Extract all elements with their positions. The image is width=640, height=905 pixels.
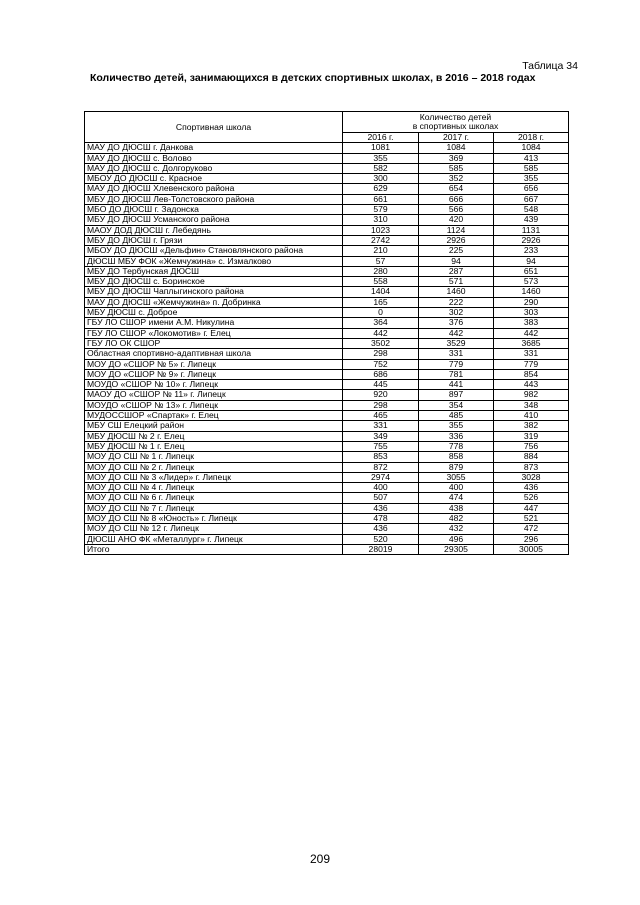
value-2018-cell: 94 xyxy=(494,256,569,266)
value-2017-cell: 3055 xyxy=(419,472,494,482)
table-row xyxy=(85,174,569,184)
value-2017-cell: 482 xyxy=(419,513,494,523)
value-2018-cell: 521 xyxy=(494,513,569,523)
table-row xyxy=(85,163,569,173)
table-row xyxy=(85,493,569,503)
table-row xyxy=(85,266,569,276)
value-2017-cell: 778 xyxy=(419,441,494,451)
school-name-cell: МБУ ДО ДЮСШ Усманского района xyxy=(85,215,343,225)
value-2018-cell: 439 xyxy=(494,215,569,225)
value-2018-cell: 436 xyxy=(494,483,569,493)
value-2016-cell: 582 xyxy=(343,163,419,173)
value-2017-cell: 222 xyxy=(419,297,494,307)
header-count xyxy=(343,112,569,133)
school-name-cell: МАУ ДО ДЮСШ Хлевенского района xyxy=(85,184,343,194)
table-row xyxy=(85,225,569,235)
value-2016-cell: 280 xyxy=(343,266,419,276)
value-2018-cell: 443 xyxy=(494,380,569,390)
header-year-2018: 2018 г. xyxy=(494,133,569,143)
school-name-cell: МБУ ДО ДЮСШ г. Грязи xyxy=(85,235,343,245)
value-2017-cell: 354 xyxy=(419,400,494,410)
value-2016-cell: 478 xyxy=(343,513,419,523)
school-name-cell: МБУ ДО ДЮСШ Чаплыгинского района xyxy=(85,287,343,297)
school-name-cell: МБУ СШ Елецкий район xyxy=(85,421,343,431)
value-2017-cell: 858 xyxy=(419,452,494,462)
value-2016-cell: 755 xyxy=(343,441,419,451)
value-2017-cell: 441 xyxy=(419,380,494,390)
value-2016-cell: 210 xyxy=(343,246,419,256)
school-name-cell: МБУ ДО Тербунская ДЮСШ xyxy=(85,266,343,276)
table-row xyxy=(85,411,569,421)
header-year-2017: 2017 г. xyxy=(419,133,494,143)
page-number: 209 xyxy=(309,852,331,866)
value-2016-cell: 920 xyxy=(343,390,419,400)
value-2018-cell: 854 xyxy=(494,369,569,379)
value-2016-cell: 520 xyxy=(343,534,419,544)
value-2016-cell: 1404 xyxy=(343,287,419,297)
value-2018-cell: 667 xyxy=(494,194,569,204)
value-2017-cell: 336 xyxy=(419,431,494,441)
value-2017-cell: 571 xyxy=(419,277,494,287)
value-2016-cell: 629 xyxy=(343,184,419,194)
value-2018-cell: 779 xyxy=(494,359,569,369)
value-2018-cell: 2926 xyxy=(494,235,569,245)
value-2018-cell: 3685 xyxy=(494,338,569,348)
table-row xyxy=(85,441,569,451)
value-2017-cell: 1084 xyxy=(419,143,494,153)
value-2016-cell: 507 xyxy=(343,493,419,503)
value-2017-cell: 438 xyxy=(419,503,494,513)
value-2017-cell: 474 xyxy=(419,493,494,503)
value-2016-cell: 661 xyxy=(343,194,419,204)
value-2017-cell: 287 xyxy=(419,266,494,276)
schools-table xyxy=(84,111,569,555)
value-2016-cell: 445 xyxy=(343,380,419,390)
school-name-cell: МБОУ ДО ДЮСШ «Дельфин» Становлянского района xyxy=(85,246,343,256)
table-row xyxy=(85,349,569,359)
table-row xyxy=(85,534,569,544)
value-2017-cell: 666 xyxy=(419,194,494,204)
value-2017-cell: 781 xyxy=(419,369,494,379)
value-2016-cell: 300 xyxy=(343,174,419,184)
value-2016-cell: 0 xyxy=(343,308,419,318)
value-2016-cell: 1023 xyxy=(343,225,419,235)
value-2018-cell: 442 xyxy=(494,328,569,338)
table-row xyxy=(85,513,569,523)
school-name-cell: МОУ ДО «СШОР № 5» г. Липецк xyxy=(85,359,343,369)
school-name-cell: МОУДО «СШОР № 10» г. Липецк xyxy=(85,380,343,390)
table-row xyxy=(85,235,569,245)
value-2018-cell: 355 xyxy=(494,174,569,184)
value-2016-cell: 686 xyxy=(343,369,419,379)
value-2016-cell: 310 xyxy=(343,215,419,225)
school-name-cell: МОУ ДО СШ № 12 г. Липецк xyxy=(85,524,343,534)
value-2017-cell: 352 xyxy=(419,174,494,184)
value-2018-cell: 348 xyxy=(494,400,569,410)
value-2017-cell: 400 xyxy=(419,483,494,493)
table-row xyxy=(85,400,569,410)
table-row xyxy=(85,308,569,318)
table-row xyxy=(85,483,569,493)
value-2018-cell: 585 xyxy=(494,163,569,173)
school-name-cell: МАУ ДО ДЮСШ с. Долгоруково xyxy=(85,163,343,173)
value-2017-cell: 566 xyxy=(419,205,494,215)
value-2018-cell: 573 xyxy=(494,277,569,287)
value-2018-cell: 548 xyxy=(494,205,569,215)
value-2018-cell: 526 xyxy=(494,493,569,503)
value-2016-cell: 28019 xyxy=(343,544,419,554)
header-count-line1: Количество детей xyxy=(419,111,492,122)
value-2017-cell: 496 xyxy=(419,534,494,544)
table-row xyxy=(85,256,569,266)
value-2018-cell: 331 xyxy=(494,349,569,359)
value-2016-cell: 579 xyxy=(343,205,419,215)
table-row xyxy=(85,205,569,215)
header-year-2016: 2016 г. xyxy=(343,133,419,143)
school-name-cell: МОУ ДО СШ № 2 г. Липецк xyxy=(85,462,343,472)
value-2018-cell: 651 xyxy=(494,266,569,276)
value-2018-cell: 472 xyxy=(494,524,569,534)
school-name-cell: МБУ ДЮСШ № 1 г. Елец xyxy=(85,441,343,451)
school-name-cell: МАОУ ДО «СШОР № 11» г. Липецк xyxy=(85,390,343,400)
school-name-cell: ГБУ ЛО ОК СШОР xyxy=(85,338,343,348)
value-2016-cell: 1081 xyxy=(343,143,419,153)
value-2018-cell: 413 xyxy=(494,153,569,163)
table-row xyxy=(85,184,569,194)
school-name-cell: МУДОССШОР «Спартак» г. Елец xyxy=(85,411,343,421)
school-name-cell: МАУ ДО ДЮСШ с. Волово xyxy=(85,153,343,163)
value-2016-cell: 442 xyxy=(343,328,419,338)
value-2018-cell: 982 xyxy=(494,390,569,400)
value-2017-cell: 432 xyxy=(419,524,494,534)
value-2018-cell: 447 xyxy=(494,503,569,513)
value-2016-cell: 298 xyxy=(343,400,419,410)
value-2017-cell: 442 xyxy=(419,328,494,338)
school-name-cell: МБО ДО ДЮСШ г. Задонска xyxy=(85,205,343,215)
table-row xyxy=(85,277,569,287)
value-2018-cell: 756 xyxy=(494,441,569,451)
value-2016-cell: 752 xyxy=(343,359,419,369)
value-2018-cell: 873 xyxy=(494,462,569,472)
table-row xyxy=(85,143,569,153)
value-2016-cell: 2742 xyxy=(343,235,419,245)
value-2016-cell: 331 xyxy=(343,421,419,431)
table-row xyxy=(85,503,569,513)
value-2017-cell: 29305 xyxy=(419,544,494,554)
school-name-cell: МОУ ДО СШ № 8 «Юность» г. Липецк xyxy=(85,513,343,523)
table-row xyxy=(85,297,569,307)
value-2018-cell: 303 xyxy=(494,308,569,318)
value-2016-cell: 349 xyxy=(343,431,419,441)
table-row xyxy=(85,452,569,462)
table-row xyxy=(85,153,569,163)
value-2018-cell: 1460 xyxy=(494,287,569,297)
school-name-cell: МБОУ ДО ДЮСШ с. Красное xyxy=(85,174,343,184)
table-row xyxy=(85,544,569,554)
value-2016-cell: 355 xyxy=(343,153,419,163)
school-name-cell: МАУ ДО ДЮСШ «Жемчужина» п. Добринка xyxy=(85,297,343,307)
value-2016-cell: 436 xyxy=(343,503,419,513)
table-row xyxy=(85,359,569,369)
value-2017-cell: 897 xyxy=(419,390,494,400)
value-2018-cell: 290 xyxy=(494,297,569,307)
value-2016-cell: 364 xyxy=(343,318,419,328)
school-name-cell: МОУДО «СШОР № 13» г. Липецк xyxy=(85,400,343,410)
school-name-cell: ДЮСШ АНО ФК «Металлург» г. Липецк xyxy=(85,534,343,544)
value-2018-cell: 30005 xyxy=(494,544,569,554)
value-2016-cell: 436 xyxy=(343,524,419,534)
value-2017-cell: 585 xyxy=(419,163,494,173)
value-2017-cell: 355 xyxy=(419,421,494,431)
school-name-cell: МОУ ДО СШ № 1 г. Липецк xyxy=(85,452,343,462)
table-row xyxy=(85,338,569,348)
value-2016-cell: 853 xyxy=(343,452,419,462)
value-2017-cell: 654 xyxy=(419,184,494,194)
page-title: Количество детей, занимающихся в детских спортивных школах, в 2016 – 2018 годах xyxy=(90,72,536,84)
school-name-cell: ГБУ ЛО СШОР «Локомотив» г. Елец xyxy=(85,328,343,338)
value-2016-cell: 400 xyxy=(343,483,419,493)
value-2018-cell: 319 xyxy=(494,431,569,441)
school-name-cell: МАУ ДО ДЮСШ г. Данкова xyxy=(85,143,343,153)
value-2018-cell: 1131 xyxy=(494,225,569,235)
value-2017-cell: 1460 xyxy=(419,287,494,297)
value-2017-cell: 420 xyxy=(419,215,494,225)
value-2016-cell: 165 xyxy=(343,297,419,307)
value-2016-cell: 558 xyxy=(343,277,419,287)
school-name-cell: МБУ ДО ДЮСШ с. Боринское xyxy=(85,277,343,287)
table-row xyxy=(85,421,569,431)
value-2016-cell: 872 xyxy=(343,462,419,472)
table-row xyxy=(85,215,569,225)
table-row xyxy=(85,390,569,400)
header-count-line2: в спортивных школах xyxy=(412,121,499,131)
school-name-cell: МОУ ДО СШ № 7 г. Липецк xyxy=(85,503,343,513)
school-name-cell: ДЮСШ МБУ ФОК «Жемчужина» с. Измалково xyxy=(85,256,343,266)
table-row xyxy=(85,328,569,338)
value-2018-cell: 383 xyxy=(494,318,569,328)
value-2018-cell: 410 xyxy=(494,411,569,421)
table-row xyxy=(85,380,569,390)
value-2017-cell: 879 xyxy=(419,462,494,472)
value-2017-cell: 2926 xyxy=(419,235,494,245)
value-2016-cell: 2974 xyxy=(343,472,419,482)
header-school: Спортивная школа xyxy=(85,112,343,143)
school-name-cell: Областная спортивно-адаптивная школа xyxy=(85,349,343,359)
table-row xyxy=(85,369,569,379)
school-name-cell: МБУ ДО ДЮСШ Лев-Толстовского района xyxy=(85,194,343,204)
school-name-cell: МБУ ДЮСШ № 2 г. Елец xyxy=(85,431,343,441)
value-2017-cell: 1124 xyxy=(419,225,494,235)
value-2018-cell: 1084 xyxy=(494,143,569,153)
school-name-cell: МОУ ДО СШ № 6 г. Липецк xyxy=(85,493,343,503)
table-body xyxy=(85,143,569,555)
value-2017-cell: 3529 xyxy=(419,338,494,348)
value-2017-cell: 94 xyxy=(419,256,494,266)
value-2016-cell: 57 xyxy=(343,256,419,266)
table-row xyxy=(85,462,569,472)
table-number: Таблица 34 xyxy=(522,60,578,72)
table-header-row xyxy=(85,112,569,133)
table-row xyxy=(85,318,569,328)
value-2018-cell: 296 xyxy=(494,534,569,544)
school-name-cell: Итого xyxy=(85,544,343,554)
table-row xyxy=(85,194,569,204)
value-2018-cell: 382 xyxy=(494,421,569,431)
value-2016-cell: 3502 xyxy=(343,338,419,348)
value-2017-cell: 369 xyxy=(419,153,494,163)
school-name-cell: МАОУ ДОД ДЮСШ г. Лебедянь xyxy=(85,225,343,235)
value-2017-cell: 376 xyxy=(419,318,494,328)
school-name-cell: МОУ ДО СШ № 4 г. Липецк xyxy=(85,483,343,493)
table-row xyxy=(85,472,569,482)
value-2016-cell: 298 xyxy=(343,349,419,359)
school-name-cell: ГБУ ЛО СШОР имени А.М. Никулина xyxy=(85,318,343,328)
value-2016-cell: 465 xyxy=(343,411,419,421)
value-2018-cell: 656 xyxy=(494,184,569,194)
table-row xyxy=(85,431,569,441)
school-name-cell: МОУ ДО «СШОР № 9» г. Липецк xyxy=(85,369,343,379)
table-row xyxy=(85,287,569,297)
table-row xyxy=(85,524,569,534)
school-name-cell: МОУ ДО СШ № 3 «Лидер» г. Липецк xyxy=(85,472,343,482)
value-2017-cell: 485 xyxy=(419,411,494,421)
value-2018-cell: 3028 xyxy=(494,472,569,482)
value-2017-cell: 331 xyxy=(419,349,494,359)
value-2018-cell: 884 xyxy=(494,452,569,462)
table-row xyxy=(85,246,569,256)
value-2017-cell: 225 xyxy=(419,246,494,256)
value-2018-cell: 233 xyxy=(494,246,569,256)
value-2017-cell: 779 xyxy=(419,359,494,369)
school-name-cell: МБУ ДЮСШ с. Доброе xyxy=(85,308,343,318)
value-2017-cell: 302 xyxy=(419,308,494,318)
